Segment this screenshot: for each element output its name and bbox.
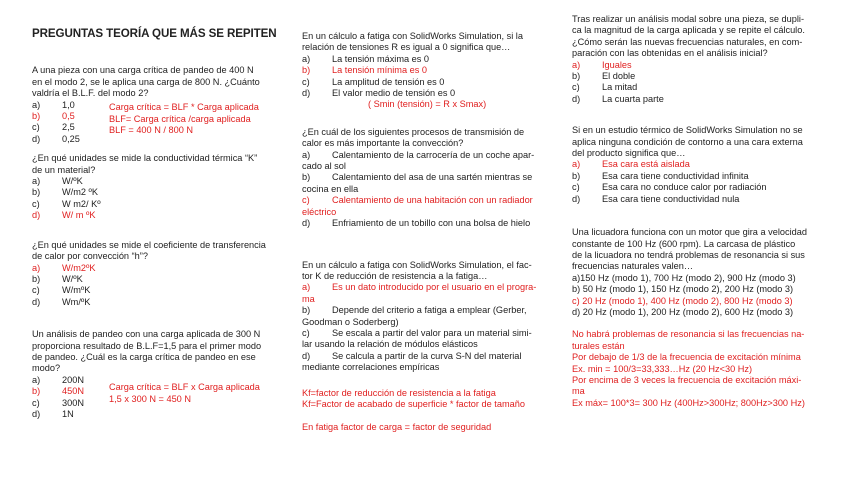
- question-text: A una pieza con una carga crítica de pandeo de 400 N: [32, 65, 254, 76]
- question-3: [32, 240, 282, 308]
- option-a-cont: cado al sol: [302, 161, 346, 172]
- option-d: d) 1N: [32, 408, 74, 419]
- solution-note: Kf=factor de reducción de resistencia a la fatiga: [302, 387, 496, 398]
- question-7: [302, 260, 548, 434]
- question-text: En un cálculo a fatiga con SolidWorks Simulation, el fac-: [302, 259, 532, 270]
- option-b-correct: b) La tensión mínima es 0: [302, 65, 427, 76]
- option-a: a) W/ºK: [32, 176, 83, 187]
- question-text: del producto significa que…: [572, 148, 686, 159]
- question-text: valdría el B.L.F. del modo 2?: [32, 88, 149, 99]
- option-c-cont: lar usando la relación de módulos elásticos: [302, 339, 478, 350]
- question-text: tor K de reducción de resistencia a la fatiga…: [302, 270, 488, 281]
- option-a-correct: a) Es un dato introducido por el usuario en el progra-: [302, 282, 537, 293]
- question-text: Un análisis de pandeo con una carga aplicada de 300 N: [32, 329, 261, 340]
- question-text: Tras realizar un análisis modal sobre una pieza, se dupli-: [572, 14, 805, 24]
- option-d: d) 0,25: [32, 133, 80, 144]
- option-a-correct: a) W/m2ºK: [32, 262, 96, 273]
- question-10: [572, 227, 822, 409]
- question-text: Si en un estudio térmico de SolidWorks Simulation no se: [572, 125, 803, 136]
- solution-note: Kf=Factor de acabado de superficie * factor de tamaño: [302, 398, 525, 409]
- question-text: relación de tensiones R es igual a 0 significa que…: [302, 42, 511, 53]
- question-text: constante de 100 Hz (600 rpm). La carcasa de plástico: [572, 238, 796, 249]
- option-b: b) 50 Hz (modo 1), 150 Hz (modo 2), 200 Hz (modo 3): [572, 284, 794, 295]
- option-a: a)150 Hz (modo 1), 700 Hz (modo 2), 900 Hz (modo 3): [572, 272, 796, 283]
- option-a: a) 200N: [32, 374, 84, 385]
- option-d: d) 20 Hz (modo 1), 200 Hz (modo 2), 600 Hz (modo 3): [572, 306, 794, 317]
- column-3: [572, 14, 822, 409]
- option-d: d) Wm/ºK: [32, 296, 91, 307]
- question-text: ¿En qué unidades se mide la conductividad térmica “K”: [32, 153, 258, 164]
- solution-notes: Carga crítica = BLF x Carga aplicada 1,5 x 300 N = 450 N: [109, 382, 260, 404]
- option-c: c) La mitad: [572, 82, 638, 93]
- option-a: a) La tensión máxima es 0: [302, 53, 430, 64]
- option-c-cont: eléctrico: [302, 206, 337, 217]
- option-c-correct: c) Calentamiento de una habitación con un radiador: [302, 195, 533, 206]
- option-d: d) Esa cara tiene conductividad nula: [572, 193, 740, 204]
- option-a: a) Calentamiento de la carrocería de un coche apar-: [302, 149, 535, 160]
- option-c: c) W m2/ Kº: [32, 198, 101, 209]
- option-d: d) Se calcula a partir de la curva S-N del material: [302, 350, 522, 361]
- option-b-correct: b) 450N: [32, 386, 84, 397]
- option-c: c) Se escala a partir del valor para un material simi-: [302, 327, 532, 338]
- question-2: [32, 153, 282, 221]
- solution-note: ( Smin (tensión) = R x Smax): [368, 99, 487, 110]
- question-text: de la licuadora no tendrá problemas de resonancia si sus: [572, 249, 805, 260]
- option-a-cont: ma: [302, 293, 315, 304]
- question-text: calor es más importante la convección?: [302, 138, 464, 149]
- option-a-correct: a) Iguales: [572, 59, 632, 70]
- question-text: ¿En qué unidades se mide el coeficiente de transferencia: [32, 239, 266, 250]
- question-4: [32, 329, 282, 420]
- question-text: ¿Cómo serán las nuevas frecuencias naturales, en com-: [572, 36, 803, 47]
- option-b: b) Calentamiento del asa de una sartén mientras se: [302, 172, 533, 183]
- question-text: proporciona resultado de B.L.F=1,5 para el primer modo: [32, 340, 262, 351]
- option-b: b) W/ºK: [32, 273, 83, 284]
- option-a: a) 1,0: [32, 99, 75, 110]
- option-d: d) El valor medio de tensión es 0: [302, 88, 456, 99]
- option-b: b) W/m2 ºK: [32, 187, 99, 198]
- option-b: b) Depende del criterio a fatiga a emplear (Gerber,: [302, 305, 527, 316]
- option-a-correct: a) Esa cara está aislada: [572, 159, 690, 170]
- question-text: Una licuadora funciona con un motor que gira a velocidad: [572, 227, 807, 238]
- question-9: [572, 125, 822, 205]
- option-b-cont: Goodman o Soderberg): [302, 316, 399, 327]
- option-d-cont: mediante correlaciones empíricas: [302, 362, 440, 373]
- page-title: PREGUNTAS TEORÍA QUE MÁS SE REPITEN: [32, 27, 277, 40]
- option-c: c) 2,5: [32, 122, 75, 133]
- question-text: ca la magnitud de la carga aplicada y se repite el cálculo.: [572, 25, 805, 36]
- question-text: de un material?: [32, 164, 96, 175]
- column-1: [32, 28, 282, 420]
- option-d: d) La cuarta parte: [572, 93, 664, 104]
- option-c: c) La amplitud de tensión es 0: [302, 76, 445, 87]
- option-d: d) Enfriamiento de un tobillo con una bolsa de hielo: [302, 218, 531, 229]
- question-text: ¿En cuál de los siguientes procesos de transmisión de: [302, 126, 525, 137]
- option-b-correct: b) 0,5: [32, 111, 75, 122]
- question-1: [32, 65, 282, 145]
- option-c: c) Esa cara no conduce calor por radiación: [572, 182, 767, 193]
- question-text: de pandeo. ¿Cuál es la carga crítica de pandeo en ese: [32, 351, 256, 362]
- question-text: En un cálculo a fatiga con SolidWorks Simulation, si la: [302, 31, 523, 41]
- question-8: [572, 14, 822, 105]
- option-b: b) El doble: [572, 71, 636, 82]
- question-text: aplica ninguna condición de contorno a una cara externa: [572, 136, 803, 147]
- option-c-correct: c) 20 Hz (modo 1), 400 Hz (modo 2), 800 Hz (modo 3): [572, 295, 793, 306]
- option-b: b) Esa cara tiene conductividad infinita: [572, 170, 749, 181]
- question-text: de calor por convección “h”?: [32, 251, 148, 262]
- option-c: c) 300N: [32, 397, 84, 408]
- solution-note: En fatiga factor de carga = factor de seguridad: [302, 422, 492, 433]
- question-text: modo?: [32, 363, 61, 374]
- option-c: c) W/mºK: [32, 285, 91, 296]
- question-text: en el modo 2, se le aplica una carga de 800 N. ¿Cuánto: [32, 76, 260, 87]
- option-b-cont: cocina en ella: [302, 183, 359, 194]
- question-6: [302, 127, 548, 230]
- solution-notes: Carga crítica = BLF * Carga aplicada BLF= Carga crítica /carga aplicada BLF = 400 N / 800 N: [109, 102, 259, 136]
- question-text: paración con las obtenidas en el análisis inicial?: [572, 48, 768, 59]
- column-2: [302, 31, 548, 434]
- question-5: [302, 31, 548, 111]
- question-text: frecuencias naturales valen…: [572, 261, 694, 272]
- solution-notes: No habrá problemas de resonancia si las frecuencias na- turales están Por debajo de 1/3 de la frecuencia de excitación mínima Ex. min = 100/3=33,333…Hz (20 Hz<30 Hz) Por encima de 3 veces la frecuencia de excitación máxi- ma Ex máx= 100*3= 300 Hz (400Hz>300Hz; 800Hz>300 Hz): [572, 329, 805, 408]
- option-d-correct: d) W/ m ºK: [32, 210, 96, 221]
